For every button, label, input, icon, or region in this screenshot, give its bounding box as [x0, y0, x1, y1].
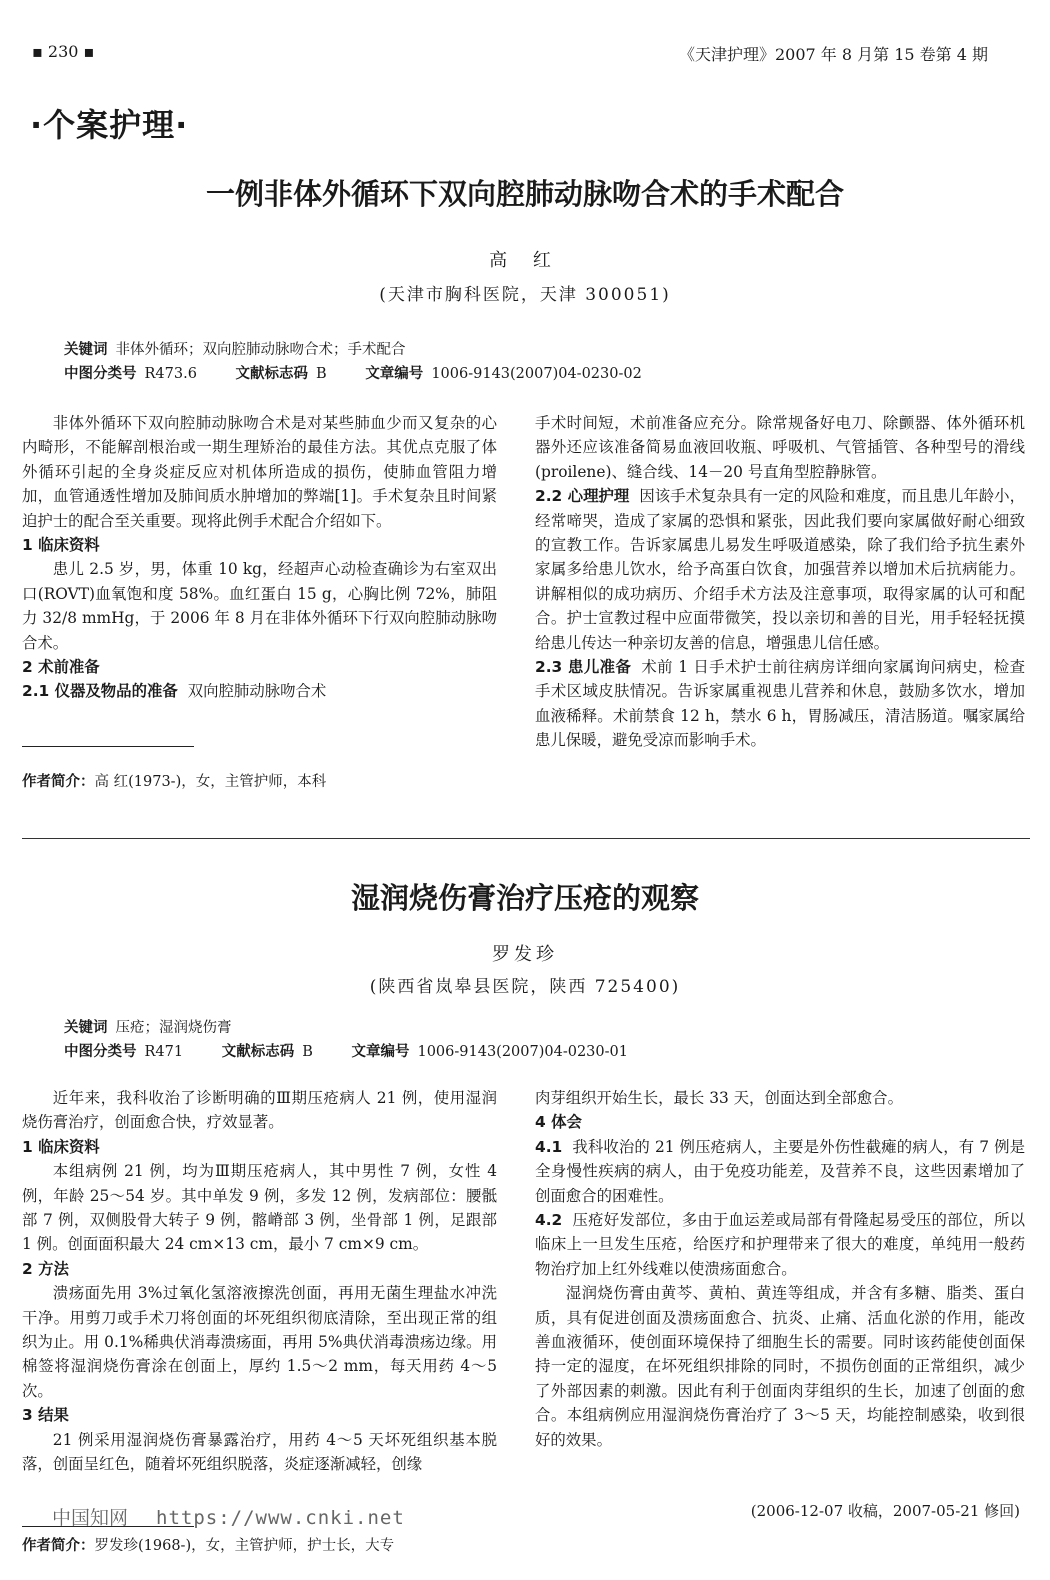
article1-section1-heading: 1 临床资料	[22, 536, 100, 555]
article1-title: 一例非体外循环下双向腔肺动脉吻合术的手术配合	[205, 177, 844, 211]
article2-affiliation: (陕西省岚皋县医院，陕西 725400)	[369, 977, 681, 997]
section22-text: 因该手术复杂具有一定的风险和难度，而且患儿年龄小，经常啼哭，造成了家属的恐惧和紧张，因此我们要向家属做好耐心细致的宣教工作。告诉家属患儿易发生呼吸道感染，除了我们给予抗生素外家属多给患儿饮水，给予高蛋白饮食，加强营养以增加术后抗病能力。讲解相似的成功病历、介绍手术方法及注意事项，取得家属的认可和配合。护士宣教过程中应面带微笑，投以亲切和善的目光，用手轻轻抚摸给患儿传达一种亲切友善的信息，增强患儿信任感。	[535, 487, 1025, 652]
article2-title: 湿润烧伤膏治疗压疮的观察	[350, 881, 699, 915]
article1-section23	[535, 655, 1025, 753]
article2-section4-text: 湿润烧伤膏由黄芩、黄柏、黄连等组成，并含有多糖、脂类、蛋白质，具有促进创面及溃疡面愈合、抗炎、止痛、活血化淤的作用，能改善血液循环，使创面环境保持了细胞生长的需要。同时该药能使创面保持一定的湿度，在坏死组织排除的同时，不损伤创面的正常组织，减少了外部因素的刺激。因此有利于创面肉芽组织的生长，加速了创面的愈合。本组病例应用湿润烧伤膏治疗了 3～5 天，均能控制感染，收到很好的效果。	[535, 1284, 1025, 1449]
keywords-label: 关键词	[64, 342, 108, 358]
article2-section1-text: 本组病例 21 例，均为Ⅲ期压疮病人，其中男性 7 例，女性 4 例，年龄 25～54 岁。其中单发 9 例，多发 12 例，发病部位：腰骶部 7 例，双侧股骨大转子 9 例，髂嵴部 3 例，坐骨部 1 例，足跟部 1 例。创面面积最大 24 cm×13 cm，最小 7 cm×9 cm。	[22, 1162, 497, 1254]
section42-text: 压疮好发部位，多由于血运差或局部有骨隆起易受压的部位，所以临床上一旦发生压疮，给医疗和护理带来了很大的难度，单纯用一般药物治疗加上红外线难以使溃疡面愈合。	[535, 1211, 1025, 1278]
article2-classification	[64, 1040, 628, 1061]
section21-text-part2: 手术时间短，术前准备应充分。除常规备好电刀、除颤器、体外循环机器外还应该准备简易血液回收瓶、呼吸机、气管插管、各种型号的滑线(proilene)、缝合线、14－20 号直角型腔静脉管。	[535, 414, 1025, 481]
article-no-label: 文章编号	[365, 366, 424, 382]
author-note-label: 作者简介：	[22, 774, 95, 790]
clc-label: 中图分类号	[64, 366, 137, 382]
article1-author: 高 红	[489, 250, 561, 271]
article1-section1-text: 患儿 2.5 岁，男，体重 10 kg，经超声心动检查确诊为右室双出口(ROVT)血氧饱和度 58%。血红蛋白 15 g，心胸比例 72%，肺阻力 32/8 mmHg，于 2006 年 8 月在非体外循环下行双向腔肺动脉吻合术。	[22, 560, 497, 652]
section-label: ·个案护理·	[30, 106, 189, 144]
article2-section2-heading: 2 方法	[22, 1259, 69, 1278]
doc-code-value: B	[316, 366, 327, 382]
section23-text: 术前 1 日手术护士前往病房详细向家属询问病史，检查手术区域皮肤情况。告诉家属重视患儿营养和休息，鼓励多饮水，增加血液稀释。术前禁食 12 h，禁水 6 h，胃肠减压，清洁肠道。嘱家属给患儿保暖，避免受凉而影响手术。	[535, 658, 1026, 750]
article2-author: 罗发珍	[492, 944, 558, 965]
clc-value: R471	[144, 1044, 184, 1060]
article2-left-column	[22, 1086, 497, 1477]
article2-section3-text-part2: 肉芽组织开始生长，最长 33 天，创面达到全部愈合。	[535, 1089, 903, 1107]
doc-code-label: 文献标志码	[221, 1044, 295, 1060]
section41-text: 我科收治的 21 例压疮病人，主要是外伤性截瘫的病人，有 7 例是全身慢性疾病的病人，由于免疫功能差，及营养不良，这些因素增加了创面愈合的困难性。	[535, 1137, 1025, 1205]
article2-keywords	[64, 1016, 232, 1037]
article2-section42	[535, 1208, 1025, 1281]
doc-code-label: 文献标志码	[235, 366, 309, 382]
article2-section3-text-part1: 21 例采用湿润烧伤膏暴露治疗，用药 4～5 天坏死组织基本脱落，创面呈红色，随着坏死组织脱落，炎症逐渐减轻，创缘	[22, 1430, 497, 1474]
watermark-url: https://www.cnki.net	[156, 1507, 405, 1529]
article2-section3-heading: 3 结果	[22, 1406, 69, 1425]
article1-right-column	[535, 411, 1025, 753]
article1-section22	[535, 484, 1025, 655]
section21-label: 2.1 仪器及物品的准备	[22, 682, 178, 701]
article1-section21	[22, 679, 497, 703]
doc-code-value: B	[302, 1044, 313, 1060]
article1-keywords	[64, 338, 406, 359]
section41-label: 4.1	[535, 1137, 563, 1156]
author-note-text: 高 红(1973-)，女，主管护师，本科	[94, 774, 327, 790]
journal-issue: 《天津护理》2007 年 8 月第 15 卷第 4 期	[678, 45, 988, 64]
article1-left-column	[22, 411, 497, 704]
section21-text-part1: 双向腔肺动脉吻合术	[187, 682, 327, 701]
clc-label: 中图分类号	[64, 1044, 137, 1060]
article-divider	[22, 838, 1030, 839]
article2-section41	[535, 1135, 1025, 1208]
author-note-text: 罗发珍(1968-)，女，主管护师，护士长，大专	[94, 1538, 395, 1554]
article2-right-column	[535, 1086, 1025, 1452]
article1-intro: 非体外循环下双向腔肺动脉吻合术是对某些肺血少而又复杂的心内畸形，不能解剖根治或一期生理矫治的最佳方法。其优点克服了体外循环引起的全身炎症反应对机体所造成的损伤，使肺血管阻力增加，血管通透性增加及肺间质水肿增加的弊端[1]。手术复杂且时间紧迫护士的配合至关重要。现将此例手术配合介绍如下。	[22, 414, 497, 530]
article1-section2-heading: 2 术前准备	[22, 658, 100, 677]
article2-author-note	[22, 1534, 394, 1555]
watermark-site: 中国知网	[52, 1507, 129, 1529]
keywords-value: 非体外循环；双向腔肺动脉吻合术；手术配合	[115, 342, 406, 358]
keywords-label: 关键词	[64, 1020, 108, 1036]
section42-label: 4.2	[535, 1211, 563, 1230]
section22-label: 2.2 心理护理	[535, 487, 630, 506]
article2-section1-heading: 1 临床资料	[22, 1137, 100, 1156]
article2-intro: 近年来，我科收治了诊断明确的Ⅲ期压疮病人 21 例，使用湿润烧伤膏治疗，创面愈合快，疗效显著。	[22, 1089, 497, 1132]
article1-author-note	[22, 770, 326, 791]
article2-section2-text: 溃疡面先用 3%过氧化氢溶液擦洗创面，再用无菌生理盐水冲洗干净。用剪刀或手术刀将创面的坏死组织彻底清除，至出现正常的组织为止。用 0.1%稀典伏消毒溃疡面，再用 5%典伏消毒溃疡边缘。用棉签将湿润烧伤膏涂在创面上，厚约 1.5～2 mm，每天用药 4～5 次。	[22, 1284, 497, 1400]
article-no-value: 1006-9143(2007)04-0230-02	[431, 366, 642, 382]
article-no-value: 1006-9143(2007)04-0230-01	[417, 1044, 628, 1060]
article1-affiliation: (天津市胸科医院，天津 300051)	[379, 285, 671, 305]
article2-section4-heading: 4 体会	[535, 1113, 582, 1132]
keywords-value: 压疮；湿润烧伤膏	[115, 1020, 232, 1036]
page-number: ▪ 230 ▪	[32, 42, 95, 61]
article1-classification	[64, 362, 642, 383]
article-no-label: 文章编号	[351, 1044, 410, 1060]
footnote-rule-2	[22, 1526, 194, 1527]
author-note-label: 作者简介：	[22, 1538, 95, 1554]
received-dates: (2006-12-07 收稿，2007-05-21 修回)	[750, 1502, 1020, 1520]
clc-value: R473.6	[144, 366, 197, 382]
footnote-rule	[22, 746, 194, 747]
section23-label: 2.3 患儿准备	[535, 658, 632, 677]
